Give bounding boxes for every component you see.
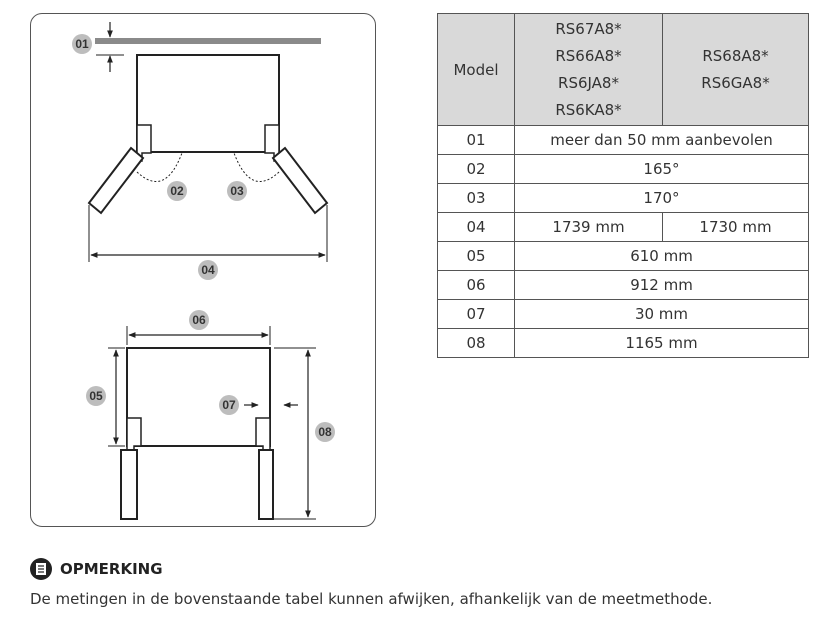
left-door	[89, 148, 143, 213]
note-title: OPMERKING	[60, 560, 163, 578]
row-id: 03	[438, 184, 515, 213]
label-03-badge	[227, 181, 247, 201]
row-value: meer dan 50 mm aanbevolen	[515, 126, 809, 155]
table-row	[438, 271, 809, 300]
svg-text:07: 07	[222, 398, 236, 412]
row-id: 04	[438, 213, 515, 242]
svg-text:04: 04	[201, 263, 215, 277]
table-row	[438, 213, 809, 242]
note-text: De metingen in de bovenstaande tabel kunnen afwijken, afhankelijk van de meetmethode.	[30, 590, 713, 608]
models-group-b	[663, 14, 809, 126]
label-08-badge	[315, 422, 335, 442]
row-value: 30 mm	[515, 300, 809, 329]
table-header-row	[438, 14, 809, 126]
models-group-a	[515, 14, 663, 126]
row-id: 07	[438, 300, 515, 329]
left-door-side	[121, 450, 137, 519]
label-07-badge	[219, 395, 239, 415]
table-row	[438, 155, 809, 184]
model-name: RS6KA8*	[555, 100, 622, 119]
row-id: 08	[438, 329, 515, 358]
right-door-side	[259, 450, 273, 519]
row-value-a: 1739 mm	[515, 213, 663, 242]
row-value: 610 mm	[515, 242, 809, 271]
label-04-badge	[198, 260, 218, 280]
note-icon	[30, 558, 52, 580]
fridge-body-top	[137, 55, 279, 152]
right-door	[273, 148, 327, 213]
wall	[95, 38, 321, 44]
note-heading	[30, 558, 163, 580]
row-id: 05	[438, 242, 515, 271]
svg-text:01: 01	[75, 37, 89, 51]
svg-text:05: 05	[89, 389, 103, 403]
svg-text:02: 02	[170, 184, 184, 198]
model-name: RS67A8*	[555, 19, 622, 38]
svg-text:03: 03	[230, 184, 244, 198]
svg-text:06: 06	[192, 313, 206, 327]
row-id: 02	[438, 155, 515, 184]
row-value: 170°	[515, 184, 809, 213]
table-row	[438, 242, 809, 271]
model-name: RS6GA8*	[701, 73, 770, 92]
table-row	[438, 329, 809, 358]
label-01-badge	[72, 34, 92, 54]
table-row	[438, 184, 809, 213]
row-value: 165°	[515, 155, 809, 184]
row-id: 01	[438, 126, 515, 155]
fridge-body-side	[127, 348, 270, 446]
row-value: 1165 mm	[515, 329, 809, 358]
model-header: Model	[438, 14, 515, 126]
model-name: RS68A8*	[702, 46, 769, 65]
model-name: RS66A8*	[555, 46, 622, 65]
model-name: RS6JA8*	[558, 73, 619, 92]
label-02-badge	[167, 181, 187, 201]
label-06-badge	[189, 310, 209, 330]
row-value-b: 1730 mm	[663, 213, 809, 242]
row-value: 912 mm	[515, 271, 809, 300]
svg-text:08: 08	[318, 425, 332, 439]
label-05-badge	[86, 386, 106, 406]
row-id: 06	[438, 271, 515, 300]
table-row	[438, 300, 809, 329]
table-row	[438, 126, 809, 155]
dimension-table	[437, 13, 809, 358]
